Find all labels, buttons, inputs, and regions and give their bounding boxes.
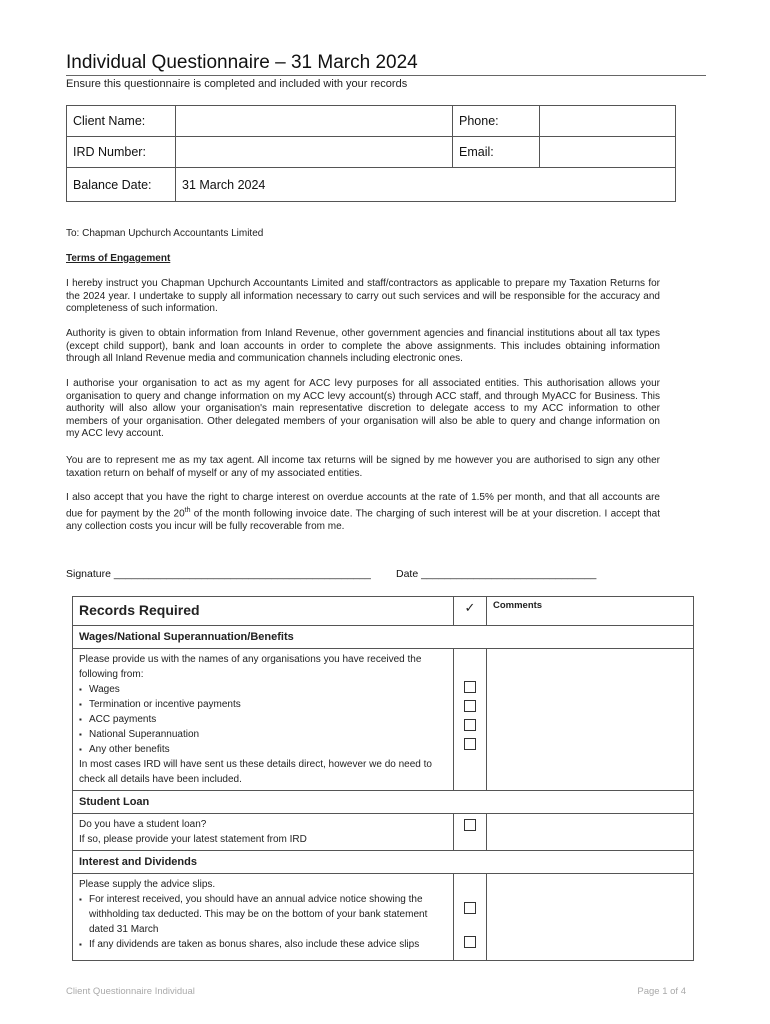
acc-checkbox[interactable] [464,719,476,731]
wages-item-acc: ▪ ACC payments [89,712,447,727]
interest-list [79,892,447,952]
dividends-checkbox[interactable] [464,936,476,948]
terms-paragraph-5-part-a: I also accept that you have the right to charge interest on overdue accounts at the rate of 1.5% per month, and that all accounts are due for payment by the 20 [66,492,660,519]
section-interest-heading: Interest and Dividends [73,851,694,874]
wages-item-national-super: ▪ National Superannuation [89,727,447,742]
student-loan-description [73,814,454,851]
page-subtitle: Ensure this questionnaire is completed and included with your records [66,78,408,90]
wages-item-other-benefits: ▪ Any other benefits [89,742,447,757]
student-loan-question: Do you have a student loan? [79,819,207,830]
client-details-table [66,105,676,202]
email-field[interactable] [540,137,676,168]
wages-description [73,649,454,791]
interest-intro: Please supply the advice slips. [79,879,216,890]
terms-paragraph-1: I hereby instruct you Chapman Upchurch Accountants Limited and staff/contractors as applicable to prepare my Taxation Returns for the 2024 year. I undertake to supply all information necessary to carry out such services and will be responsible for the accuracy and completeness of such information. [66,278,660,315]
client-name-label: Client Name: [67,106,176,137]
wages-intro: Please provide us with the names of any organisations you have received the following from: [79,654,422,680]
ird-number-label: IRD Number: [67,137,176,168]
wages-comments-field[interactable] [487,649,694,791]
national-super-checkbox[interactable] [464,738,476,750]
signature-line[interactable]: Signature ____________________________________________ [66,568,371,580]
terms-paragraph-5 [66,492,660,533]
email-label: Email: [453,137,540,168]
client-name-field[interactable] [176,106,453,137]
terms-paragraph-4: You are to represent me as my tax agent. All income tax returns will be signed by me however you are authorised to sign any other taxation return on behalf of myself or any of my associated entities. [66,455,660,479]
termination-checkbox[interactable] [464,700,476,712]
balance-date-label: Balance Date: [67,168,176,202]
addressee-line: To: Chapman Upchurch Accountants Limited [66,228,264,239]
interest-comments-field[interactable] [487,874,694,961]
interest-item-advice-notice: ▪ For interest received, you should have an annual advice notice showing the withholding tax deducted. This may be on the bottom of your bank statement dated 31 March [89,892,447,937]
wages-note: In most cases IRD will have sent us these details direct, however we do need to check all details have been included. [79,759,432,785]
phone-field[interactable] [540,106,676,137]
interest-item-bonus-shares: ▪ If any dividends are taken as bonus shares, also include these advice slips [89,937,447,952]
terms-heading: Terms of Engagement [66,253,171,264]
checkmark-header-icon: ✓ [454,597,487,626]
section-student-loan-heading: Student Loan [73,791,694,814]
interest-description [73,874,454,961]
phone-label: Phone: [453,106,540,137]
terms-paragraph-2: Authority is given to obtain information from Inland Revenue, other government agencies and financial institutions about all tax types (except child support), bank and loan accounts in order to complete the above assignments. This includes obtaining information through all Inland Revenue media and communication channels including electronic ones. [66,328,660,365]
terms-paragraph-5-part-b: of the month following invoice date. The charging of such interest will be at your discretion. I accept that any collection costs you incur will be fully recoverable from me. [66,507,660,532]
wages-checkbox-cell [454,649,487,791]
title-rule [66,75,706,76]
comments-header: Comments [487,597,694,626]
date-line[interactable]: Date ______________________________ [396,568,597,580]
wages-list [79,682,447,757]
section-wages-heading: Wages/National Superannuation/Benefits [73,626,694,649]
student-loan-checkbox-cell [454,814,487,851]
records-required-table [72,596,694,961]
student-loan-comments-field[interactable] [487,814,694,851]
terms-paragraph-3: I authorise your organisation to act as my agent for ACC levy purposes for all associated entities. This authorisation allows your organisation to query and change information on my ACC levy account(s) through ACC staff, and through MyACC for Business. This authority will also allow your organisation's main representative discretion to delegate access to my ACC information to other members of your organisation. Other delegated members of your organisation will also be able to query and change information on my ACC levy account. [66,378,660,440]
records-table-title: Records Required [73,597,454,626]
wages-item-termination: ▪ Termination or incentive payments [89,697,447,712]
student-loan-instruction: If so, please provide your latest statement from IRD [79,834,307,845]
ird-number-field[interactable] [176,137,453,168]
wages-item-wages: ▪ Wages [89,682,447,697]
footer-document-name: Client Questionnaire Individual [66,986,195,997]
student-loan-checkbox[interactable] [464,819,476,831]
wages-checkbox[interactable] [464,681,476,693]
balance-date-value: 31 March 2024 [176,168,676,202]
page-title: Individual Questionnaire – 31 March 2024 [66,52,418,73]
footer-page-number: Page 1 of 4 [637,986,686,997]
interest-checkbox-cell [454,874,487,961]
interest-checkbox[interactable] [464,902,476,914]
ordinal-suffix: th [184,506,191,514]
